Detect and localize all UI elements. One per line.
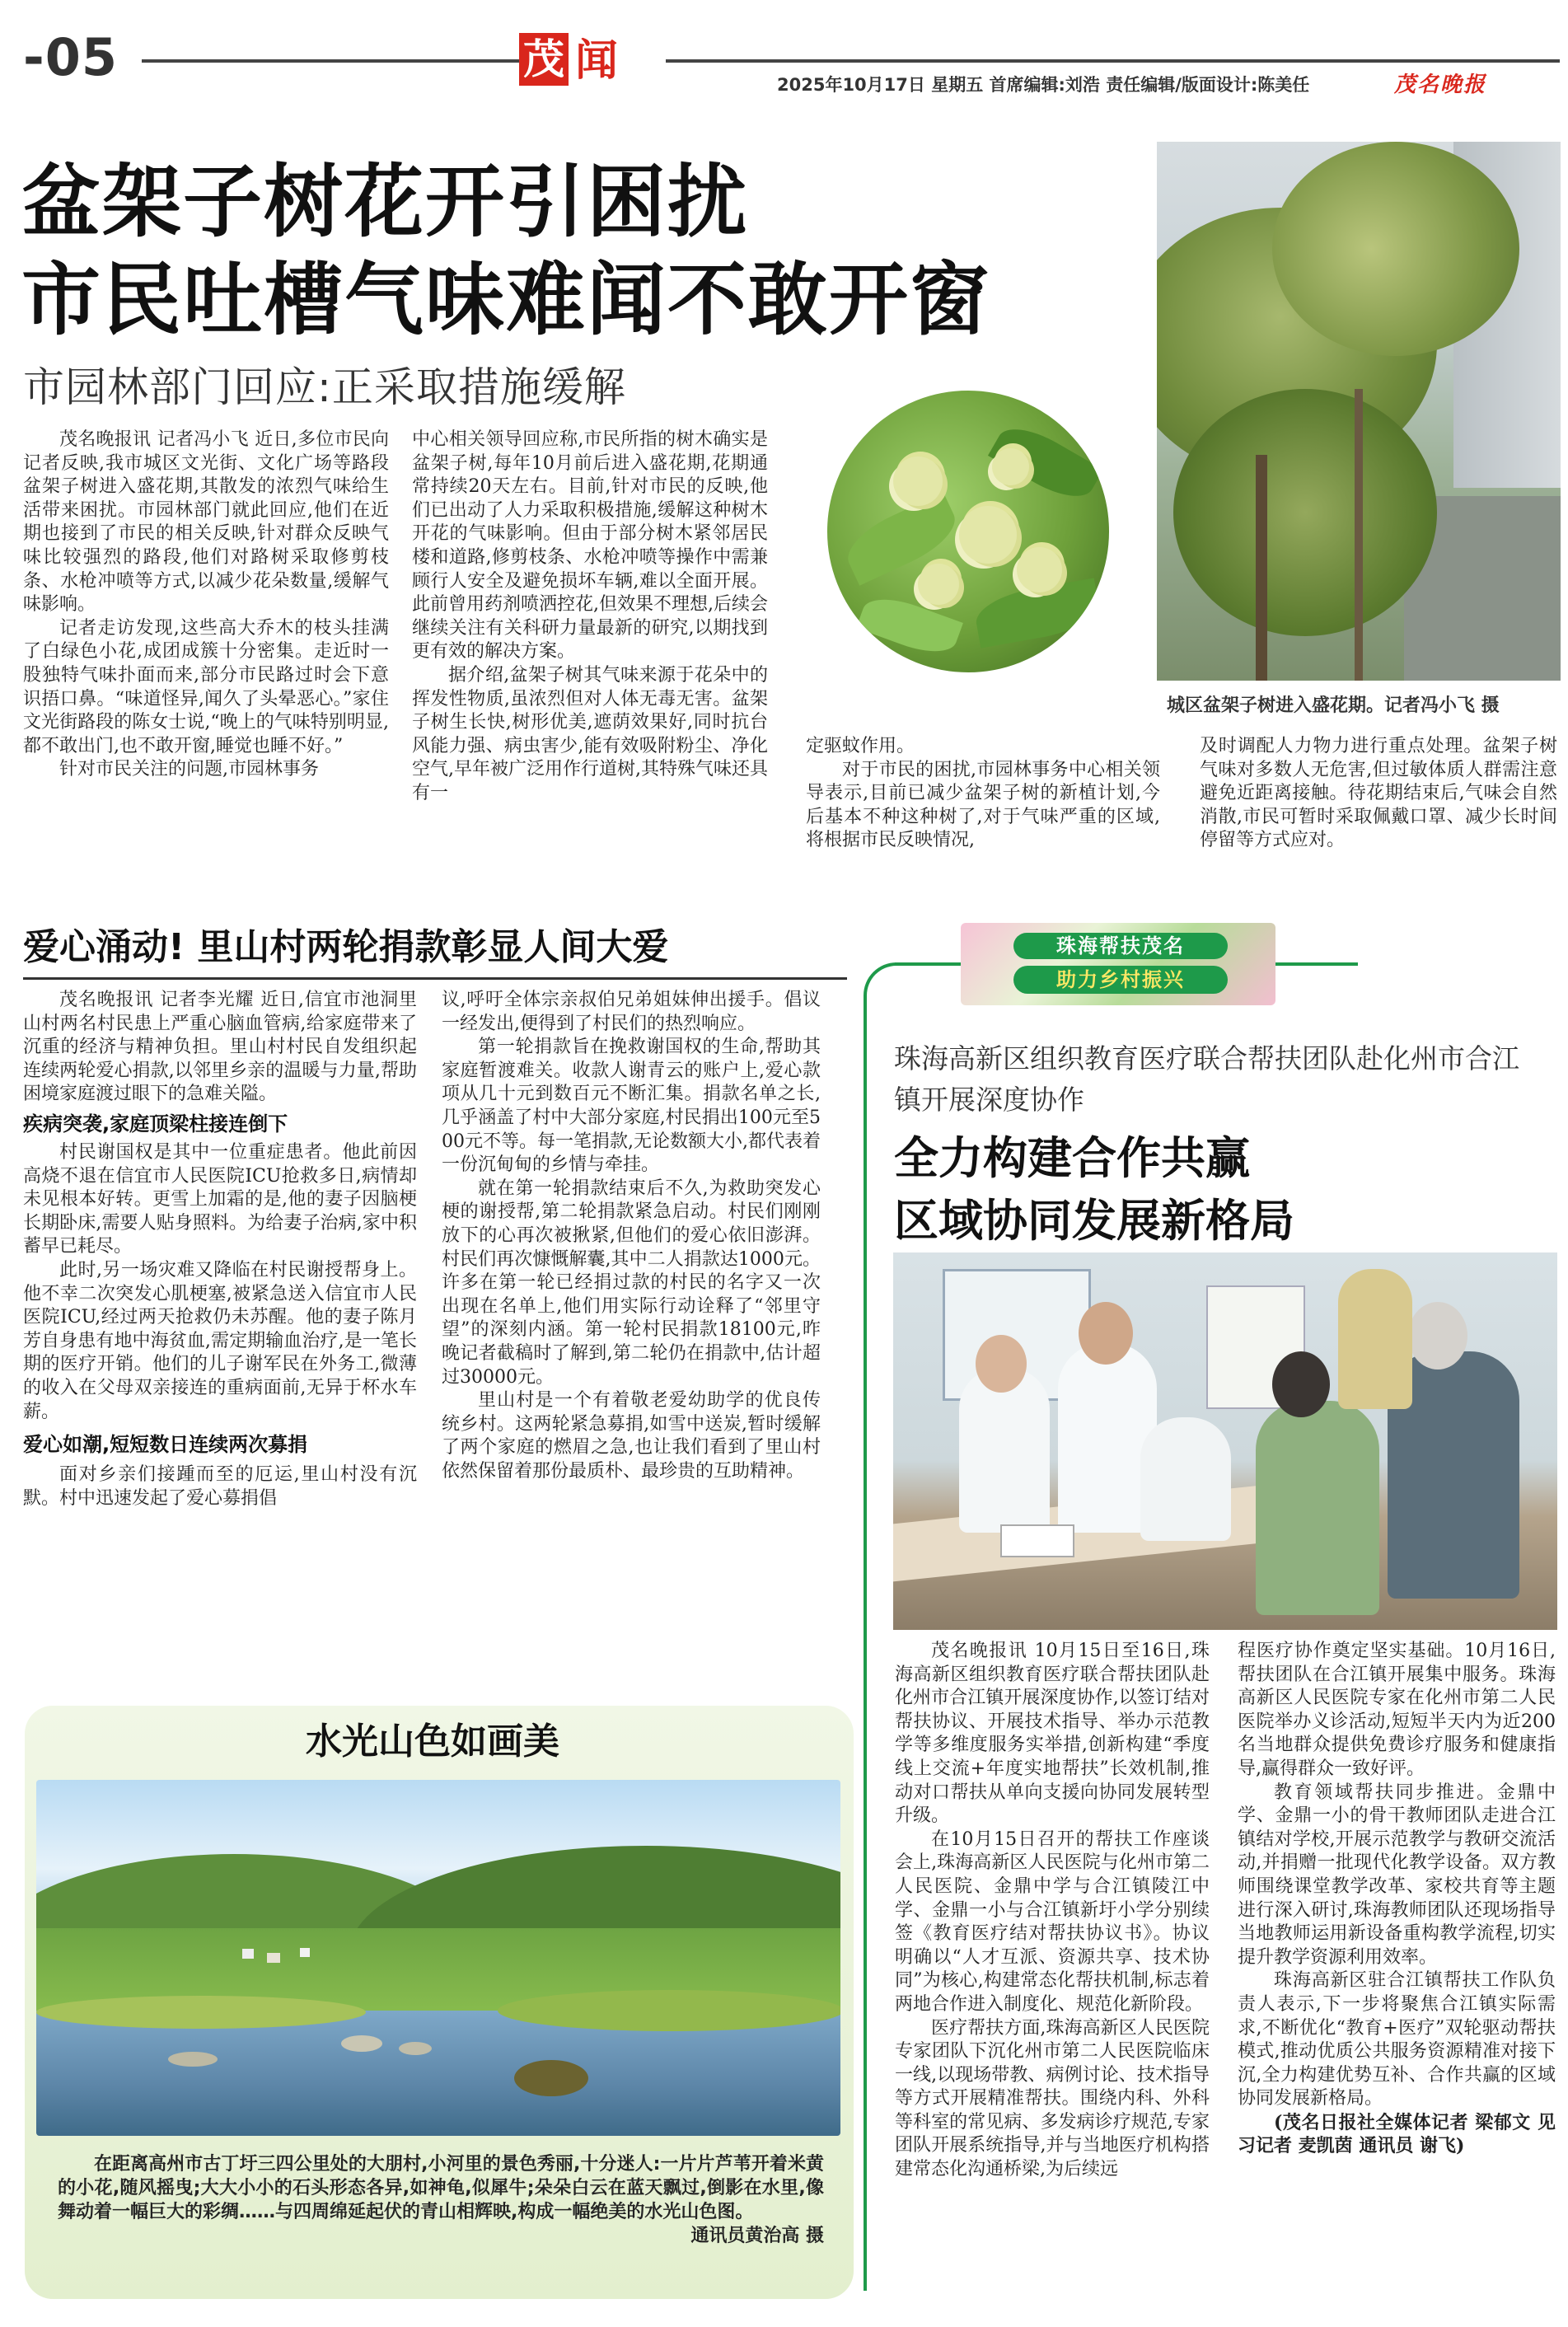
- zhuhai-paragraph: 教育领域帮扶同步推进。金鼎中学、金鼎一小的骨干教师团队走进合江镇结对学校,开展示范教学与教研交流活动,并捐赠一批现代化教学设备。双方教师围绕课堂教学改革、家校共育等主题进行深入研讨,珠海教师团队还现场指导当地教师运用新设备重构教学流程,切实提升教学资源利用效率。: [1238, 1782, 1556, 1968]
- zhuhai-credit: (茂名日报社全媒体记者 梁郁文 见习记者 麦凯茵 通讯员 谢飞): [1238, 2111, 1556, 2157]
- landscape-caption-text: 在距离高州市古丁圩三四公里处的大朋村,小河里的景色秀丽,十分迷人:一片片芦苇开着米黄的小花,随风摇曳;大大小小的石头形态各异,如神龟,似犀牛;朵朵白云在蓝天飘过,倒影在水里,像舞动着一幅巨大的彩绸……与四周绵延起伏的青山相辉映,构成一幅绝美的水光山色图。: [58, 2154, 825, 2222]
- landscape-title: 水光山色如画美: [306, 1721, 559, 1763]
- section-char-2: 闻: [575, 35, 619, 86]
- flower-closeup-photo: [824, 387, 1112, 676]
- zhuhai-pre-title: 珠海高新区组织教育医疗联合帮扶团队赴化州市合江镇开展深度协作: [894, 1042, 1519, 1116]
- donation-paragraph: 就在第一轮捐款结束后不久,为救助突发心梗的谢授帮,第二轮捐款紧急启动。村民们刚刚放下的心再次被揪紧,但他们的爱心依旧澎湃。村民们再次慷慨解囊,其中二人捐款达1000元。许多在第一轮已经捐过款的村民的名字又一次出现在名单上,他们用实际行动诠释了“邻里守望”的深刻内涵。第一轮村民捐款18100元,昨晚记者截稿时了解到,第二轮仍在捐款中,估计超过30000元。: [442, 1178, 821, 1388]
- zhuhai-paragraph: 茂名晚报讯 10月15日至16日,珠海高新区组织教育医疗联合帮扶团队赴化州市合江镇开展深度协作,以签订结对帮扶协议、开展技术指导、举办示范教学等多维度服务实举措,创新构建“季度线上交流+年度实地帮扶”长效机制,推动对口帮扶从单向支援向协同发展转型升级。: [895, 1641, 1210, 1827]
- lead-paragraph: 对于市民的困扰,市园林事务中心相关领导表示,目前已减少盆架子树的新植计划,今后基本不种这种树了,对于气味严重的区域,将根据市民反映情况,: [806, 759, 1160, 851]
- tree-photo-caption: 城区盆架子树进入盛花期。记者冯小飞 摄: [1167, 695, 1500, 716]
- zhuhai-banner: [961, 923, 1275, 1005]
- lead-col-2: [412, 428, 768, 806]
- lead-paragraph: 针对市民关注的问题,市园林事务: [59, 759, 319, 780]
- lead-col-1: [23, 428, 389, 782]
- section-label: [519, 33, 659, 87]
- zhuhai-col-2: [1238, 1640, 1556, 2158]
- header-rule-right: [666, 59, 1560, 63]
- lead-paragraph: 据介绍,盆架子树其气味来源于花朵中的挥发性物质,虽浓烈但对人体无毒无害。盆架子树生长快,树形优美,遮荫效果好,同时抗台风能力强、病虫害少,能有效吸附粉尘、净化空气,早年被广泛用作行道树,其特殊气味还具有一: [412, 664, 768, 803]
- donation-paragraph: 此时,另一场灾难又降临在村民谢授帮身上。他不幸二次突发心肌梗塞,被紧急送入信宜市人民医院ICU,经过两天抢救仍未苏醒。他的妻子陈月芳自身患有地中海贫血,需定期输血治疗,是一笔长期的医疗开销。他们的儿子谢军民在外务工,微薄的收入在父母双亲接连的重病面前,无异于杯水车薪。: [23, 1259, 417, 1422]
- zhuhai-green-top-line-left: [895, 962, 961, 966]
- zhuhai-title-line1: 全力构建合作共赢: [894, 1132, 1250, 1184]
- section-char-1: 茂: [519, 33, 569, 86]
- landscape-credit: 通讯员黄治高 摄: [690, 2226, 824, 2246]
- page-number: -05: [23, 27, 119, 87]
- zhuhai-paragraph: 程医疗协作奠定坚实基础。10月16日,帮扶团队在合江镇开展集中服务。珠海高新区人民医院专家在化州市第二人民医院举办义诊活动,短短半天内为近200名当地群众提供免费诊疗服务和健康指导,赢得群众一致好评。: [1238, 1641, 1556, 1779]
- donation-paragraph: 面对乡亲们接踵而至的厄运,里山村没有沉默。村中迅速发起了爱心募捐倡: [23, 1464, 417, 1509]
- zhuhai-title-line2: 区域协同发展新格局: [894, 1195, 1294, 1247]
- donation-paragraph: 议,呼吁全体宗亲叔伯兄弟姐妹伸出援手。倡议一经发出,便得到了村民们的热烈响应。: [442, 990, 821, 1034]
- landscape-photo: [36, 1780, 840, 2136]
- zhuhai-green-top-line-right: [1275, 962, 1358, 966]
- donation-title: 爱心涌动! 里山村两轮捐款彰显人间大爱: [23, 926, 669, 968]
- zhuhai-paragraph: 在10月15日召开的帮扶工作座谈会上,珠海高新区人民医院与化州市第二人民医院、金鼎中学与合江镇陵江中学、金鼎一小与合江镇新圩小学分别续签《教育医疗结对帮扶协议书》。协议明确以“人才互派、资源共享、技术协同”为核心,构建常态化帮扶机制,标志着两地合作进入制度化、规范化新阶段。: [895, 1828, 1210, 2015]
- lead-col-3: [806, 735, 1160, 853]
- tree-photo: [1157, 142, 1561, 681]
- lead-paragraph: 记者走访发现,这些高大乔木的枝头挂满了白绿色小花,成团成簇十分密集。走近时一股独特气味扑面而来,部分市民路过时会下意识捂口鼻。“味道怪异,闻久了头晕恶心。”家住文光街路段的陈女士说,“晚上的气味特别明显,都不敢出门,也不敢开窗,睡觉也睡不好。”: [23, 617, 389, 756]
- zhuhai-paragraph: 医疗帮扶方面,珠海高新区人民医院专家团队下沉化州市第二人民医院临床一线,以现场带教、病例讨论、技术指导等方式开展精准帮扶。围绕内科、外科等科室的常见病、多发病诊疗规范,专家团队开展系统指导,并与当地医疗机构搭建常态化沟通桥梁,为后续远: [895, 2017, 1210, 2180]
- donation-subhead-2: 爱心如潮,短短数日连续两次募捐: [23, 1433, 308, 1457]
- masthead-logo: 茂名晚报: [1394, 73, 1487, 97]
- lead-title-line1: 盆架子树花开引困扰: [21, 156, 748, 248]
- lead-subtitle: 市园林部门回应:正采取措施缓解: [23, 363, 626, 411]
- donation-col-1: [23, 989, 417, 1510]
- zhuhai-col-1: [895, 1640, 1210, 2182]
- zhuhai-green-frame: [864, 962, 896, 1028]
- zhuhai-banner-line1: 珠海帮扶茂名: [1056, 934, 1185, 957]
- lead-paragraph: 中心相关领导回应称,市民所指的树木确实是盆架子树,每年10月前后进入盛花期,花期通常持续20天左右。目前,针对市民的反映,他们已出动了人力采取积极措施,缓解这种树木开花的气味影响。但由于部分树木紧邻居民楼和道路,修剪枝条、水枪冲喷等操作中需兼顾行人安全及避免损坏车辆,难以全面开展。此前曾用药剂喷洒控花,但效果不理想,后续会继续关注有关科研力量最新的研究,以期找到更有效的解决方案。: [412, 429, 768, 663]
- donation-title-rule: [23, 977, 847, 980]
- zhuhai-green-frame-line: [864, 1022, 867, 2291]
- donation-paragraph: 第一轮捐款旨在挽救谢国权的生命,帮助其家庭暂渡难关。收款人谢青云的账户上,爱心款项从几十元到数百元不断汇集。捐款名单之长,几乎涵盖了村中大部分家庭,村民捐出100元至500元不等。每一笔捐款,无论数额大小,都代表着一份沉甸甸的乡情与牵挂。: [442, 1037, 821, 1176]
- landscape-caption: [58, 2152, 824, 2248]
- donation-col-2: [442, 989, 821, 1483]
- donation-paragraph: 茂名晚报讯 记者李光耀 近日,信宜市池洞里山村两名村民患上严重心脑血管病,给家庭带来了沉重的经济与精神负担。里山村村民自发组织起连续两轮爱心捐款,以邻里乡亲的温暖与力量,帮助困境家庭渡过眼下的急难关隘。: [23, 990, 417, 1105]
- clinic-photo: [893, 1252, 1557, 1630]
- lead-paragraph: 定驱蚊作用。: [806, 736, 915, 756]
- lead-paragraph: 及时调配人力物力进行重点处理。盆架子树气味对多数人无危害,但过敏体质人群需注意避免近距离接触。待花期结束后,气味会自然消散,市民可暂时采取佩戴口罩、减少长时间停留等方式应对。: [1200, 736, 1557, 851]
- donation-paragraph: 村民谢国权是其中一位重症患者。他此前因高烧不退在信宜市人民医院ICU抢救多日,病情却未见根本好转。更雪上加霜的是,他的妻子因脑梗长期卧床,需要人贴身照料。为给妻子治病,家中积蓄早已耗尽。: [23, 1141, 417, 1257]
- lead-col-4: [1200, 735, 1557, 853]
- lead-title-line2: 市民吐槽气味难闻不敢开窗: [21, 254, 990, 346]
- header-rule-left: [142, 59, 531, 63]
- donation-subhead-1: 疾病突袭,家庭顶梁柱接连倒下: [23, 1112, 288, 1135]
- issue-info: 2025年10月17日 星期五 首席编辑:刘浩 责任编辑/版面设计:陈美任: [777, 75, 1310, 95]
- donation-paragraph: 里山村是一个有着敬老爱幼助学的优良传统乡村。这两轮紧急募捐,如雪中送炭,暂时缓解了两个家庭的燃眉之急,也让我们看到了里山村依然保留着那份最质朴、最珍贵的互助精神。: [442, 1390, 821, 1482]
- zhuhai-paragraph: 珠海高新区驻合江镇帮扶工作队负责人表示,下一步将聚焦合江镇实际需求,不断优化“教育+医疗”双轮驱动帮扶模式,推动优质公共服务资源精准对接下沉,全力构建优势互补、合作共赢的区域协同发展新格局。: [1238, 1970, 1556, 2109]
- zhuhai-banner-line2: 助力乡村振兴: [1056, 968, 1185, 991]
- lead-paragraph: 茂名晚报讯 记者冯小飞 近日,多位市民向记者反映,我市城区文光街、文化广场等路段盆架子树进入盛花期,其散发的浓烈气味给生活带来困扰。市园林部门就此回应,他们在近期也接到了市民的相关反映,针对群众反映气味比较强烈的路段,他们对路树采取修剪枝条、水枪冲喷等方式,以减少花朵数量,缓解气味影响。: [23, 429, 389, 616]
